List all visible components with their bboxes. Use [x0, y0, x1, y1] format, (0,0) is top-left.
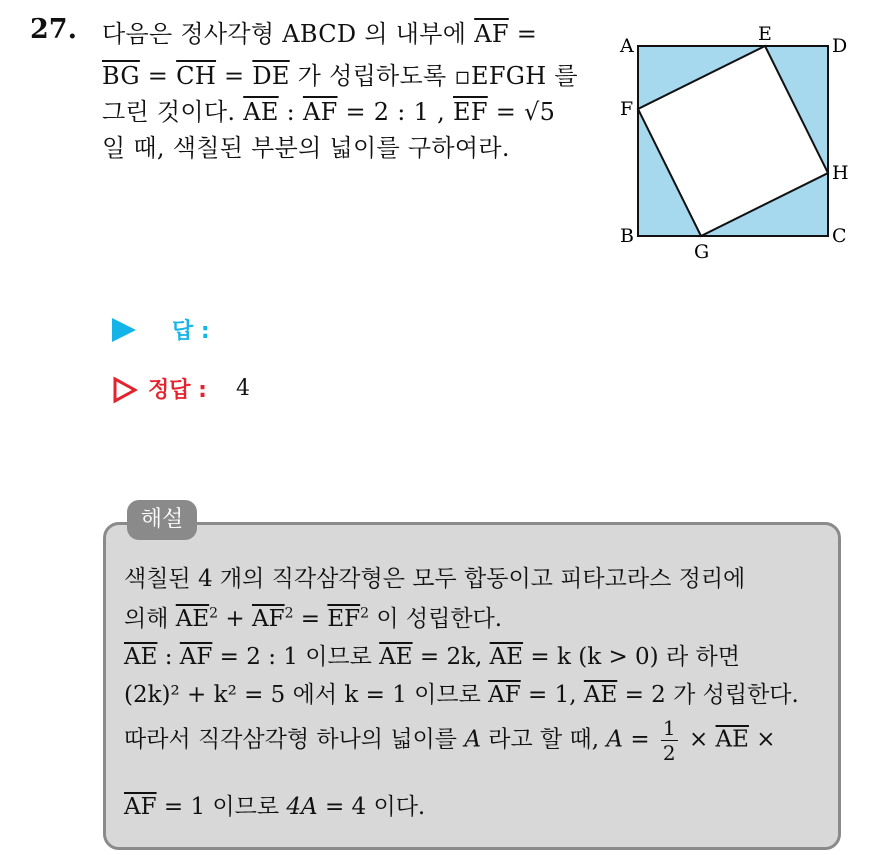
label-a: A — [620, 35, 634, 57]
solution-text: = 4 이다. — [324, 794, 426, 820]
correct-answer-value: 4 — [236, 376, 250, 401]
solution-line-6 — [124, 788, 425, 821]
fraction-one-half — [661, 716, 678, 765]
segment-af: $\overline{AF}$ — [124, 794, 157, 820]
exponent: 2 — [284, 605, 294, 622]
equals-sign: = — [147, 62, 169, 90]
solution-text: = 2k, — [419, 644, 483, 670]
solution-line-2 — [124, 600, 502, 633]
segment-af: $\overline{AF}$ — [179, 644, 213, 670]
equals-sign: = — [516, 20, 538, 48]
question-line-2 — [102, 56, 578, 91]
solution-text: (2k)² + k² = 5 에서 k = 1 이므로 — [124, 682, 481, 708]
square-figure — [610, 22, 870, 267]
segment-ae: $\overline{AE}$ — [379, 644, 413, 670]
label-f: F — [620, 98, 634, 120]
segment-ae: $\overline{AE}$ — [583, 682, 618, 708]
equals-sign: = — [224, 62, 245, 90]
solution-line-3 — [124, 638, 740, 671]
fraction-numerator: 1 — [662, 716, 676, 740]
times-sign: × — [688, 726, 709, 753]
segment-af: $\overline{AF}$ — [488, 682, 521, 708]
segment-ae: $\overline{AE}$ — [489, 644, 524, 670]
colon: : — [286, 98, 295, 126]
segment-bg: $\overline{BG}$ — [102, 62, 140, 90]
label-c: C — [832, 225, 847, 247]
label-h: H — [832, 162, 849, 184]
question-text: 그린 것이다. — [102, 98, 236, 126]
segment-ae: $\overline{AE}$ — [243, 98, 279, 126]
variable-a: A — [464, 726, 481, 753]
segment-ch: $\overline{CH}$ — [176, 62, 217, 90]
ef-value: = √5 — [495, 98, 556, 126]
solution-text: 의해 — [124, 606, 169, 632]
segment-de: $\overline{DE}$ — [252, 62, 290, 90]
solution-tag: 해설 — [127, 500, 197, 540]
segment-af: $\overline{AF}$ — [251, 606, 285, 632]
equals-sign: = — [300, 606, 321, 632]
exponent: 2 — [209, 605, 219, 622]
plus-sign: + — [225, 606, 245, 632]
question-line-4: 일 때, 색칠된 부분의 넓이를 구하여라. — [102, 134, 510, 162]
segment-ef: $\overline{EF}$ — [453, 98, 488, 126]
solution-text: = 1, — [528, 682, 577, 708]
solution-text: = 2 가 성립한다. — [624, 682, 799, 708]
question-text: 가 성립하도록 ▫EFGH 를 — [297, 62, 578, 90]
label-e: E — [758, 23, 772, 45]
equals-sign: = — [630, 726, 650, 753]
label-d: D — [832, 35, 848, 57]
question-line-3 — [102, 92, 555, 127]
answer-triangle-icon — [112, 318, 136, 342]
variable-a: A — [606, 726, 623, 753]
solution-text: = 2 : 1 이므로 — [219, 644, 372, 670]
exponent: 2 — [360, 605, 370, 622]
solution-text: 이 성립한다. — [376, 606, 503, 632]
segment-ae: $\overline{AE}$ — [715, 726, 749, 753]
segment-ae: $\overline{AE}$ — [175, 606, 210, 632]
segment-af: $\overline{AF}$ — [302, 98, 338, 126]
ratio-text: = 2 : 1 , — [345, 98, 446, 126]
segment-ef: $\overline{EF}$ — [327, 606, 361, 632]
solution-text: = 1 이므로 — [163, 794, 280, 820]
solution-text: 라고 할 때, — [488, 726, 600, 753]
colon: : — [164, 644, 173, 670]
times-sign: × — [756, 726, 776, 753]
fraction-denominator: 2 — [662, 741, 676, 765]
expression-4a: 4A — [286, 794, 318, 820]
segment-af: $\overline{AF}$ — [474, 20, 509, 48]
question-number: 27. — [30, 14, 77, 45]
label-g: G — [694, 241, 710, 263]
solution-line-5 — [124, 716, 776, 765]
question-line-1 — [102, 14, 537, 49]
answer-label: 답 : — [172, 319, 210, 344]
solution-line-1: 색칠된 4 개의 직각삼각형은 모두 합동이고 피타고라스 정리에 — [124, 566, 746, 592]
solution-text: = k (k > 0) 라 하면 — [530, 644, 740, 670]
correct-triangle-icon — [112, 376, 138, 404]
label-b: B — [620, 225, 634, 247]
solution-line-4 — [124, 676, 799, 709]
solution-text: 따라서 직각삼각형 하나의 넓이를 — [124, 726, 457, 753]
question-text: 다음은 정사각형 ABCD 의 내부에 — [102, 20, 467, 48]
segment-ae: $\overline{AE}$ — [124, 644, 158, 670]
correct-answer-label: 정답 : — [148, 378, 207, 403]
